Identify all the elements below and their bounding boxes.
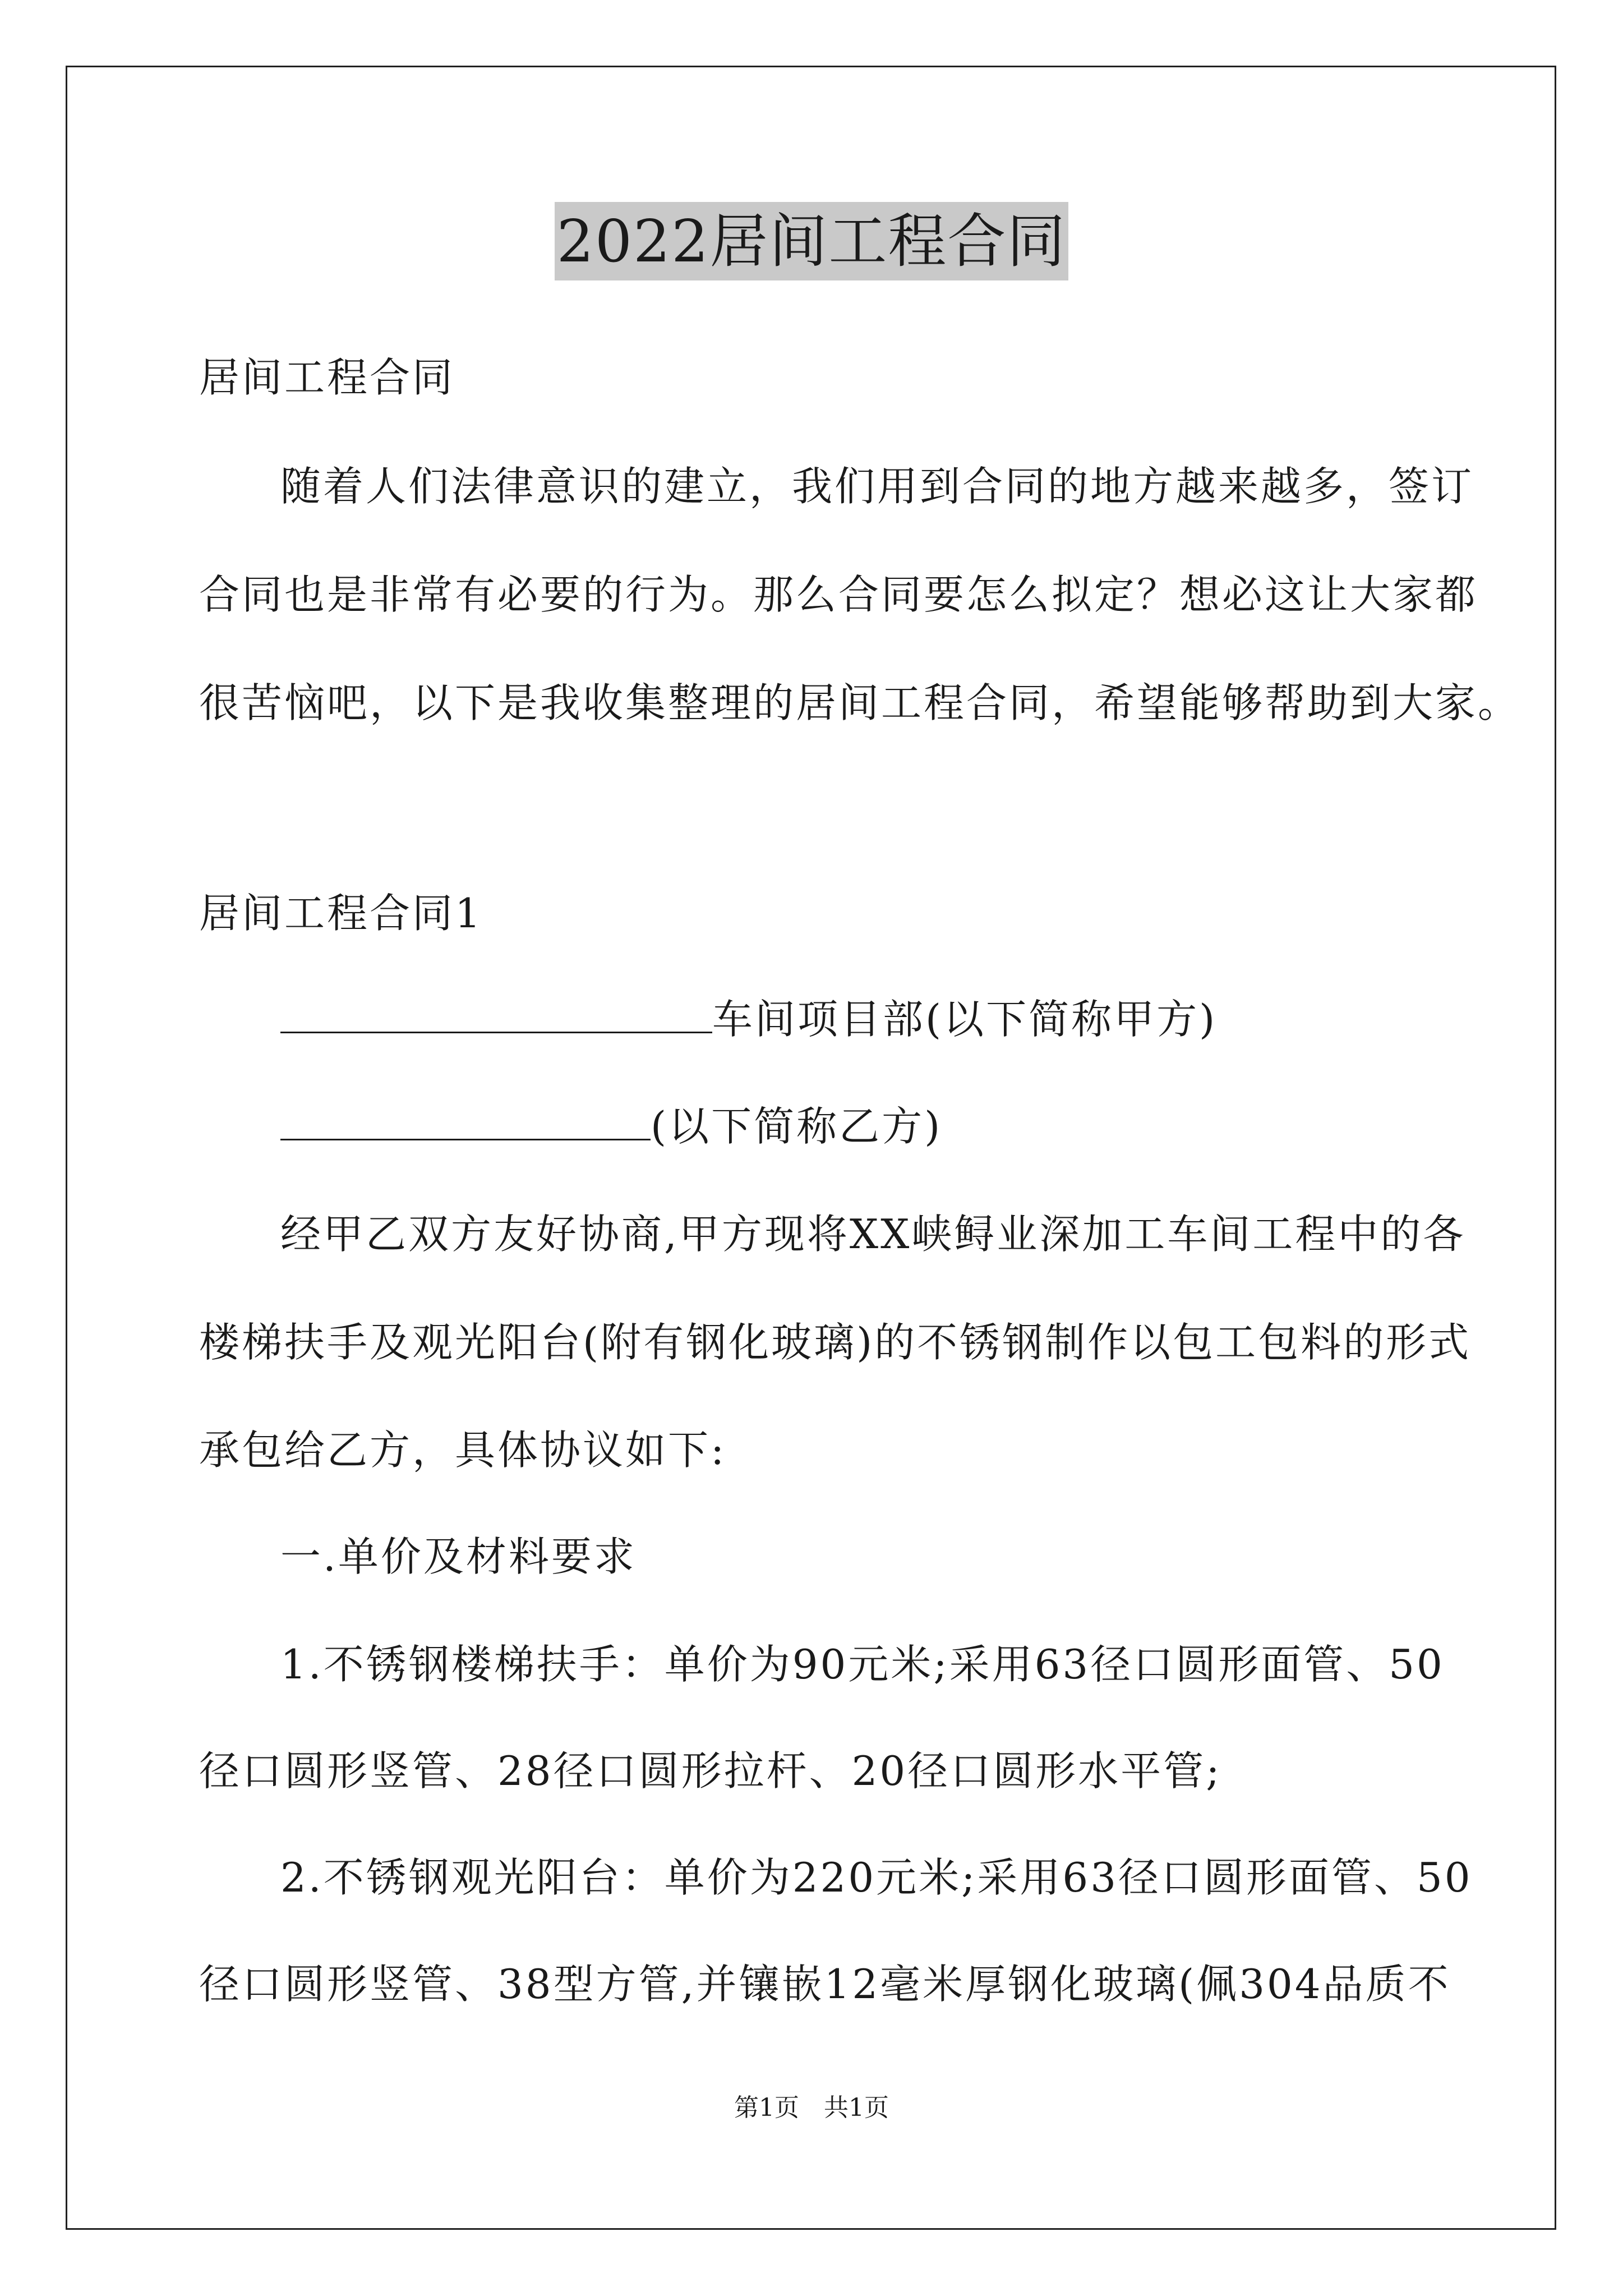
- party-b-label: (以下简称乙方): [651, 1103, 943, 1150]
- party-a-label: 车间项目部(以下简称甲方): [712, 996, 1218, 1043]
- intro-line: 随着人们法律意识的建立，我们用到合同的地方越来越多，签订: [280, 463, 1474, 510]
- party-a-blank[interactable]: [280, 996, 712, 1033]
- party-a-line: [280, 994, 1217, 1045]
- intro-line: 合同也是非常有必要的行为。那么合同要怎么拟定？想必这让大家都: [199, 571, 1478, 618]
- body-line: 承包给乙方，具体协议如下:: [199, 1427, 727, 1474]
- body-line: 经甲乙双方友好协商,甲方现将XX峡鲟业深加工车间工程中的各: [280, 1211, 1466, 1258]
- party-b-blank[interactable]: [280, 1103, 651, 1140]
- clause-1-line: 径口圆形竖管、28径口圆形拉杆、20径口圆形水平管;: [199, 1747, 1222, 1795]
- clause-2-line: 径口圆形竖管、38型方管,并镶嵌12毫米厚钢化玻璃(佩304品质不: [199, 1961, 1451, 2008]
- section-title: 居间工程合同1: [199, 890, 483, 937]
- document-subtitle: 居间工程合同: [199, 354, 455, 401]
- party-b-line: [280, 1101, 942, 1152]
- clause-heading: 一.单价及材料要求: [280, 1533, 637, 1580]
- clause-2-line: 2.不锈钢观光阳台：单价为220元米;采用63径口圆形面管、50: [280, 1854, 1473, 1901]
- body-line: 楼梯扶手及观光阳台(附有钢化玻璃)的不锈钢制作以包工包料的形式: [199, 1319, 1472, 1366]
- title-block: [0, 202, 1623, 280]
- page-footer: 第1页 共1页: [734, 2093, 889, 2122]
- intro-line: 很苦恼吧，以下是我收集整理的居间工程合同，希望能够帮助到大家。: [199, 679, 1521, 726]
- clause-1-line: 1.不锈钢楼梯扶手：单价为90元米;采用63径口圆形面管、50: [280, 1641, 1445, 1688]
- document-title: 2022居间工程合同: [555, 202, 1069, 280]
